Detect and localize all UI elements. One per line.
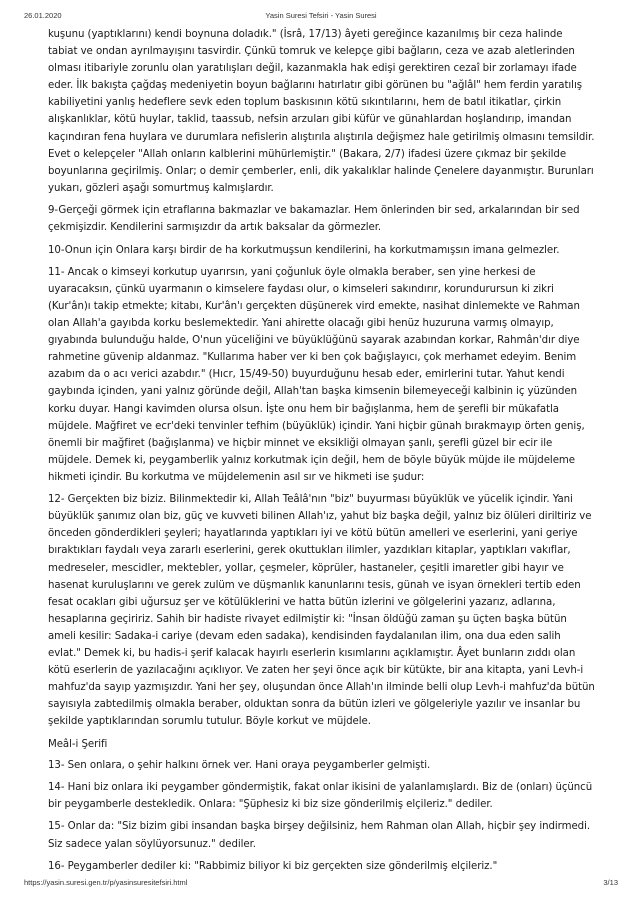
paragraph-verse-12: 12- Gerçekten biz biziz. Bilinmektedir ki, Allah Teâlâ'nın "biz" buyurması büyüklük ve yücelik içindir. Yani büyüklük şanımız olan biz, güç ve kuvveti bilinen Allah'ız, yahut biz başka değil, yalnız biz ölüleri diriltiriz ve önceden gönderdikleri şeyleri; hayatlarında yaptıkları iyi ve kötü bütün amelleri ve eserlerini, yani geriye bıraktıkları faydalı veya zararlı eserlerini, gerek okuttukları ilimler, yazdıkları kitaplar, yaptıkları vakıflar, medreseler, mescidler, mektebler, yollar, çeşmeler, köprüler, hastaneler, çeşitli imaretler gibi hayır ve hasenat kuruluşlarını ve gerek zulüm ve düşmanlık kanunlarını tesis, günah ve isyan örnekleri tertib eden fesat ocakları gibi uğursuz şer ve kötülüklerini ve hatta bütün izlerini ve gölgelerini yazarız, adlarına, hesaplarına geçiririz. Sahih bir hadiste rivayet edilmiştir ki: "İnsan öldüğü zaman şu üçten başka bütün ameli kesilir: Sadaka-i cariye (devam eden sadaka), kendisinden faydalanılan ilim, ona dua eden salih evlat." Demek ki, bu hadis-i şerif kalacak hayırlı eserlerin kısımlarını açıklamıştır. Âyet bunların zıddı olan kötü eserlerin de yazılacağını açıklıyor. Ve zaten her şeyi önce açık bir kütükte, bir ana kitapta, yani Levh-i mahfuz'da sayıp yazmışızdır. Yani her şey, oluşundan önce Allah'ın ilminde belli olup Levh-i mahfuz'da bütün sayısıyla zabtedilmiş olmakla beraber, olduktan sonra da bütün izleri ve gölgeleriyle yazılır ve insanlar bu şekilde yaptıklarından sorumlu tutulur. Böyle korkut ve müjdele. xyxy=(48,494,595,728)
page-footer xyxy=(24,878,618,890)
paragraph-verse-15: 15- Onlar da: "Siz bizim gibi insandan başka birşey değilsiniz, hem Rahman olan Allah, hiçbir şey indirmedi. Siz sadece yalan söylüyorsunuz." dediler. xyxy=(48,821,591,850)
paragraph-verse-16: 16- Peygamberler dediler ki: "Rabbimiz biliyor ki biz gerçekten size gönderilmiş elçileriz." xyxy=(48,860,498,872)
paragraph-verse-11: 11- Ancak o kimseyi korkutup uyarırsın, yani çoğunluk öyle olmakla beraber, sen yine herkesi de uyaracaksın, çünkü uyarmanın o kimselere faydası olur, o kimseleri sakındırır, korundurursun ki zikri (Kur'ân)ı takip etmekte; kitabı, Kur'ân'ı gerçekten düşünerek vird emekte, nasihat dinlemekte ve Rahman olan Allah'a gayıbda korku beslemektedir. Yani ahirette olacağı gibi henüz huzuruna varmış olmayıp, gıyabında bulunduğu halde, O'nun yüceliğini ve büyüklüğünü sayarak azabından korkar, Rahmân'dır diye rahmetine güvenip aldanmaz. "Kullarıma haber ver ki ben çok bağışlayıcı, çok merhamet edeyim. Benim azabım da o acı verici azabdır." (Hıcr, 15/49-50) buyurduğunu hesab eder, emirlerini tutar. Yahut kendi gaybında içinden, yani yalnız göründe değil, Allah'tan başka kimsenin bilemeyeceği kalbinin iç yüzünden korku duyar. Hangi kavimden olursa olsun. İşte onu hem bir bağışlanma, hem de şerefli bir mükafatla müjdele. Mağfiret ve ecr'deki tenvinler tefhim (büyüklük) içindir. Yani hiçbir günah bırakmayıp örten geniş, önemli bir mağfiret (bağışlanma) ve hiçbir minnet ve eksikliği olmayan şanlı, şerefli güzel bir ecir ile müjdele. Demek ki, peygamberlik yalnız korkutmak için değil, hem de böyle büyük müjde ile müjdeleme hikmeti içindir. Bu korkutma ve müjdelemenin asıl sır ve hikmeti ise şudur: xyxy=(48,266,585,483)
page-header xyxy=(24,11,618,23)
page-number: 3/13 xyxy=(603,878,618,887)
source-url: https://yasin.suresi.gen.tr/p/yasinsuresitefsiri.html xyxy=(24,878,188,887)
paragraph-verse-9: 9-Gerçeği görmek için etraflarına bakmazlar ve bakamazlar. Hem önlerinden bir sed, arkalarından bir sed çekmişizdir. Kendilerini sarmışızdır da artık baksalar da görmezler. xyxy=(48,205,580,234)
page-title: Yasin Suresi Tefsiri - Yasin Suresi xyxy=(265,11,377,20)
paragraph-verse-14: 14- Hani biz onlara iki peygamber göndermiştik, fakat onlar ikisini de yalanlamışlardı. Biz de (onları) üçüncü bir peygamberle destekledik. Onlara: "Şüphesiz ki biz size gönderilmiş elçileriz." dediler. xyxy=(48,782,593,811)
section-heading: Meâl-i Şerifi xyxy=(48,738,108,750)
paragraph-verse-13: 13- Sen onlara, o şehir halkını örnek ver. Hani oraya peygamberler gelmişti. xyxy=(48,759,431,771)
paragraph-verse-10: 10-Onun için Onlara karşı birdir de ha korkutmuşsun kendilerini, ha korkutmamışsın imana gelmezler. xyxy=(48,244,560,256)
paragraph-continuation: kuşunu (yaptıklarını) kendi boynuna doladık." (İsrâ, 17/13) âyeti gereğince kazanılmış bir ceza halinde tabiat ve ondan ayrılmayışını tasvirdir. Çünkü tomruk ve kelepçe gibi bağların, ceza ve azab aletlerinden olması itibariyle zorunlu olan yaratılışları değil, kazanmakla hak edişi gerektiren cezaî bir zorlamayı ifade eder. İlk bakışta çağdaş medeniyetin boyun bağlarını hatırlatır gibi görünen bu "ağlâl" hem ferdin yaratılış kabiliyetini yanlış hedeflere sevk eden toplum baskısının kötü sıkıntılarını, hem de batıl itikatlar, çirkin alışkanlıklar, kötü huylar, taklid, taassub, nefsin arzuları gibi küfür ve günahlardan hoşlandırıp, imandan kaçındıran fena huylara ve durumlara nefislerin alıştırıla alıştırıla değişmez hale getirilmiş olmasını temsildir. Evet o kelepçeler "Allah onların kalblerini mühürlemiştir." (Bakara, 2/7) ifadesi üzere çıkmaz bir şekilde boyunlarına geçirilmiş. Onlar; o demir çemberler, enli, dik yakalıklar halinde Çenelere dayanmıştır. Burunları yukarı, gözleri aşağı somurtmuş kalmışlardır. xyxy=(48,29,595,194)
article-body xyxy=(48,26,595,880)
print-date: 26.01.2020 xyxy=(24,11,62,20)
